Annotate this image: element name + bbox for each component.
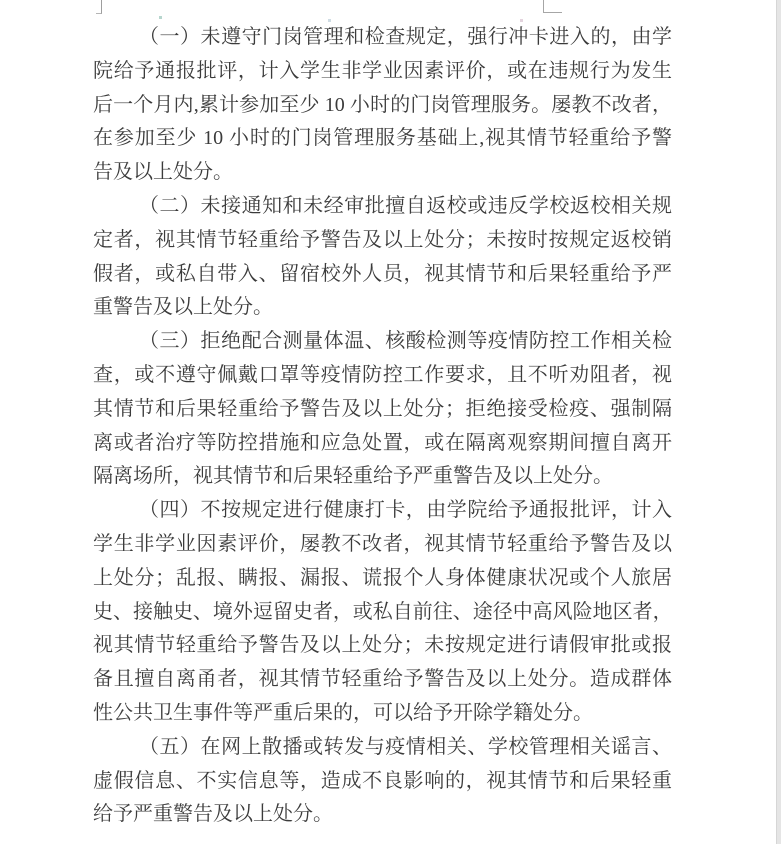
text-line: （三）拒绝配合测量体温、核酸检测等疫情防控工作相关检 <box>139 330 672 353</box>
artifact-speck <box>520 19 523 22</box>
right-edge-strip <box>776 0 781 844</box>
text-line: 虚假信息、不实信息等，造成不良影响的，视其情节和后果轻重 <box>93 769 672 792</box>
text-line: 备且擅自离甬者，视其情节轻重给予警告及以上处分。造成群体 <box>93 668 672 691</box>
text-line: 院给予通报批评，计入学生非学业因素评价，或在违规行为发生 <box>93 59 672 82</box>
artifact-speck <box>159 16 162 19</box>
text-line: 隔离场所，视其情节和后果轻重给予严重警告及以上处分。 <box>93 465 613 488</box>
paragraph <box>93 731 672 832</box>
artifact-speck <box>328 19 331 22</box>
text-line: 定者，视其情节轻重给予警告及以上处分；未按时按规定返校销 <box>93 228 672 251</box>
text-line: 重警告及以上处分。 <box>93 296 273 319</box>
text-line: （四）不按规定进行健康打卡，由学院给予通报批评，计入 <box>139 499 672 522</box>
text-line: （五）在网上散播或转发与疫情相关、学校管理相关谣言、 <box>139 735 672 758</box>
text-line: 其情节和后果轻重给予警告及以上处分；拒绝接受检疫、强制隔 <box>93 397 672 420</box>
text-line: （二）未接通知和未经审批擅自返校或违反学校返校相关规 <box>139 194 672 217</box>
text-line: 性公共卫生事件等严重后果的，可以给予开除学籍处分。 <box>93 701 593 724</box>
text-line: 给予严重警告及以上处分。 <box>93 803 333 826</box>
crop-mark-corner <box>543 0 562 13</box>
text-line: 后一个月内,累计参加至少 10 小时的门岗管理服务。屡教不改者， <box>93 93 672 116</box>
text-line: 告及以上处分。 <box>93 161 233 184</box>
paragraph <box>93 190 672 325</box>
crop-mark-left <box>96 0 102 14</box>
text-line: 在参加至少 10 小时的门岗管理服务基础上,视其情节轻重给予警 <box>93 127 672 150</box>
paragraph <box>93 21 672 190</box>
paragraph <box>93 325 672 494</box>
text-line: 史、接触史、境外逗留史者，或私自前往、途径中高风险地区者， <box>93 600 672 623</box>
text-line: （一）未遵守门岗管理和检查规定，强行冲卡进入的，由学 <box>139 26 672 48</box>
text-line: 学生非学业因素评价，屡教不改者，视其情节轻重给予警告及以 <box>93 532 672 555</box>
document-body <box>93 21 672 832</box>
text-line: 离或者治疗等防控措施和应急处置，或在隔离观察期间擅自离开 <box>93 431 672 454</box>
paragraph <box>93 494 672 731</box>
text-line: 上处分；乱报、瞒报、漏报、谎报个人身体健康状况或个人旅居 <box>93 566 672 589</box>
text-line: 查，或不遵守佩戴口罩等疫情防控工作要求，且不听劝阻者，视 <box>93 363 672 386</box>
text-line: 假者，或私自带入、留宿校外人员，视其情节和后果轻重给予严 <box>93 262 672 285</box>
text-line: 视其情节轻重给予警告及以上处分；未按规定进行请假审批或报 <box>93 634 672 657</box>
